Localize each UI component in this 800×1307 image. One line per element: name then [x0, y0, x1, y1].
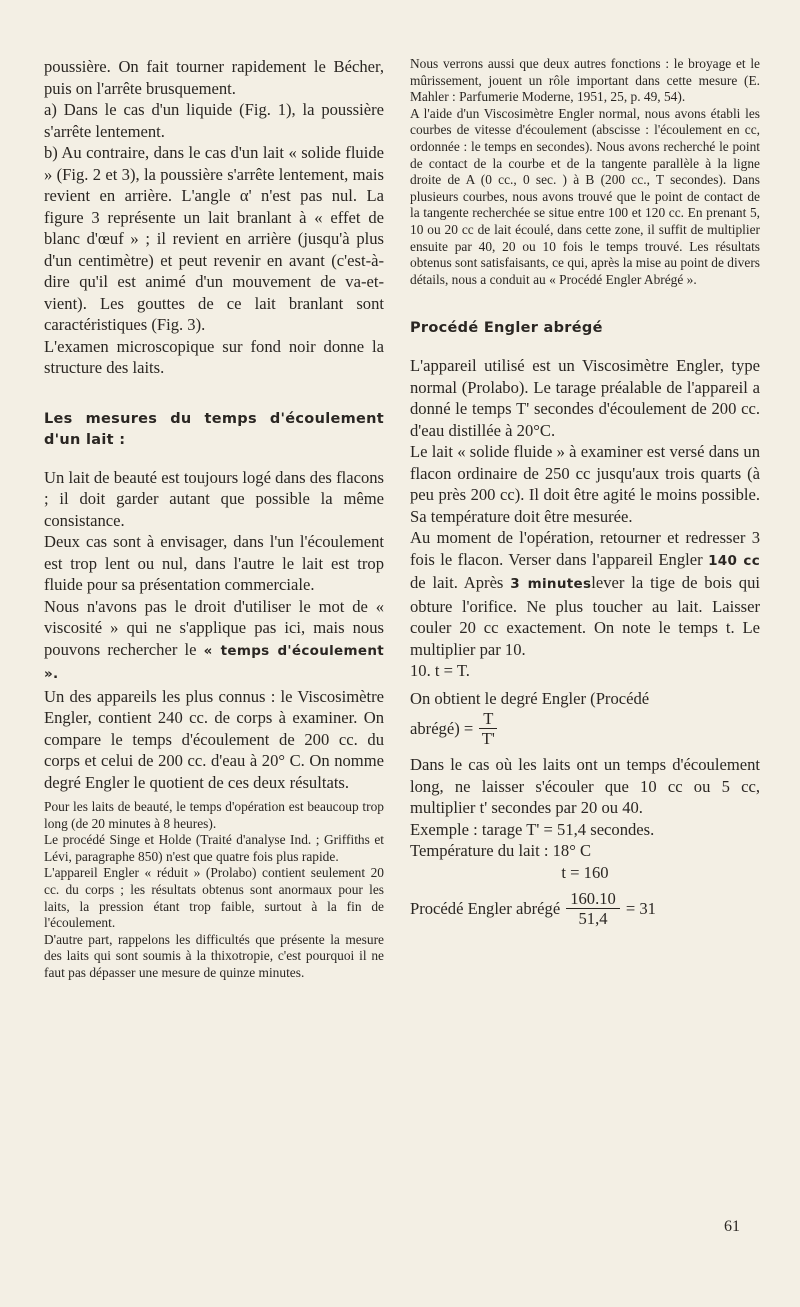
right-column: [410, 56, 760, 928]
emphasis: 140 cc: [708, 552, 761, 569]
paragraph: Un des appareils les plus connus : le Viscosimètre Engler, contient 240 cc. de corps à examiner. On compare le temps d'écoulement de 200 cc. du corps et celui de 200 cc. d'eau à 20° C. On nomme degré Engler le quotient de ces deux résultats.: [44, 686, 384, 792]
note: D'autre part, rappelons les difficultés que présente la mesure des laits qui sont soumis à la thixotropie, c'est pourquoi il ne faut pas dépasser une mesure de quinze minutes.: [44, 931, 384, 980]
section-heading: Les mesures du temps d'écoulement d'un lait :: [44, 410, 384, 448]
note: Pour les laits de beauté, le temps d'opération est beaucoup trop long (de 20 minutes à 8 heures).: [44, 799, 384, 831]
note: Nous verrons aussi que deux autres fonctions : le broyage et le mûrissement, jouent un rôle important dans cette mesure (E. Mahler : Parfumerie Moderne, 1951, 25, p. 49, 54).: [410, 56, 760, 105]
numerator: 160.10: [566, 889, 620, 909]
numerator: T: [479, 709, 497, 729]
paragraph: Un lait de beauté est toujours logé dans des flacons ; il doit garder autant que possible la même consistance.: [44, 467, 384, 530]
temperature-line: Température du lait : 18° C: [410, 841, 592, 861]
paragraph: [44, 596, 384, 686]
note: Le procédé Singe et Holde (Traité d'analyse Ind. ; Griffiths et Lévi, paragraphe 850) n'est que quatre fois plus rapide.: [44, 832, 384, 864]
formula: 10. t = T.: [410, 661, 470, 681]
paragraph: a) Dans le cas d'un liquide (Fig. 1), la poussière s'arrête lentement.: [44, 100, 384, 141]
formula-label: Procédé Engler abrégé: [410, 899, 561, 919]
paragraph: [410, 527, 760, 660]
denominator: T': [481, 729, 495, 749]
left-column: [44, 56, 384, 982]
formula-engler: [410, 709, 760, 748]
fraction: [566, 889, 620, 928]
text-run: Au moment de l'opération, retourner et redresser 3 fois le flacon. Verser dans l'appareil Engler: [410, 528, 760, 569]
paragraph: Dans le cas où les laits ont un temps d'écoulement long, ne laisser s'écouler que 10 cc ou 5 cc, multiplier t' secondes par 20 ou 40.: [410, 755, 760, 818]
section-heading: Procédé Engler abrégé: [410, 320, 603, 337]
fraction: [479, 709, 497, 748]
example-line: Exemple : tarage T' = 51,4 secondes.: [410, 819, 655, 839]
formula-label: abrégé) =: [410, 719, 474, 739]
paragraph: b) Au contraire, dans le cas d'un lait « solide fluide » (Fig. 2 et 3), la poussière s'arrête lentement, mais revient en arrière. L'angle α' n'est pas nul. La figure 3 représente un lait branlant à « effet de blanc d'œuf » ; il revient en arrière (jusqu'à plus d'un centimètre) et peut revenir en avant (c'est-à-dire qu'il est animé d'un mouvement de va-et-vient). Les gouttes de ce lait branlant sont caractéristiques (Fig. 3).: [44, 143, 384, 334]
formula-result: [410, 889, 760, 928]
paragraph: On obtient le degré Engler (Procédé: [410, 688, 650, 708]
paragraph: Le lait « solide fluide » à examiner est versé dans un flacon ordinaire de 250 cc jusqu'aux trois quarts (à peu près 200 cc). Il doit être agité le moins possible. Sa température doit être mesurée.: [410, 442, 760, 526]
text-run: Nous n'avons pas le droit d'utiliser le mot de « viscosité » qui ne s'applique pas ici, mais nous pouvons rechercher le: [44, 596, 384, 659]
paragraph: poussière. On fait tourner rapidement le Bécher, puis on l'arrête brusquement.: [44, 57, 384, 98]
emphasis: « temps d'écoulement ».: [44, 642, 384, 682]
text-run: lever la tige de bois qui obture l'orifice. Ne plus toucher au lait. Laisser couler 20 cc exactement. On note le temps t. Le multiplier par 10.: [410, 573, 761, 659]
note: A l'aide d'un Viscosimètre Engler normal, nous avons établi les courbes de vitesse d'écoulement (abscisse : l'écoulement en cc, ordonnée : le temps en secondes). Nous avons recherché le point de contact de la courbe et de la tangente parallèle à la ligne droite de A (0 cc., 0 sec. ) à B (200 cc., T secondes). Dans plusieurs courbes, nous avons trouvé que le point de contact de la tangente recherchée se situe entre 100 et 120 cc. En prenant 5, 10 ou 20 cc de lait écoulé, dans cette zone, il suffit de multiplier ensuite par 40, 20 ou 10 fois le temps trouvé. Les résultats obtenus sont satisfaisants, ce qui, après la mise au point de divers détails, nous a conduit au « Procédé Engler Abrégé ».: [410, 105, 760, 287]
paragraph: L'examen microscopique sur fond noir donne la structure des laits.: [44, 336, 384, 377]
denominator: 51,4: [578, 909, 608, 929]
emphasis: 3 minutes: [510, 576, 592, 593]
paragraph: L'appareil utilisé est un Viscosimètre Engler, type normal (Prolabo). Le tarage préalable de l'appareil a donné le temps T' secondes d'écoulement de 200 cc. d'eau distillée à 20°C.: [410, 356, 760, 440]
result-value: = 31: [625, 899, 656, 919]
page-number: 61: [724, 1218, 740, 1235]
note: L'appareil Engler « réduit » (Prolabo) contient seulement 20 cc. du corps ; les résultats obtenus sont anormaux pour les laits, la pression étant trop faible, surtout à la fin de l'écoulement.: [44, 865, 384, 931]
paragraph: Deux cas sont à envisager, dans l'un l'écoulement est trop lent ou nul, dans l'autre le lait est trop fluide pour sa présentation commerciale.: [44, 532, 384, 594]
t-value: t = 160: [561, 862, 609, 882]
text-run: de lait. Après: [410, 573, 511, 593]
